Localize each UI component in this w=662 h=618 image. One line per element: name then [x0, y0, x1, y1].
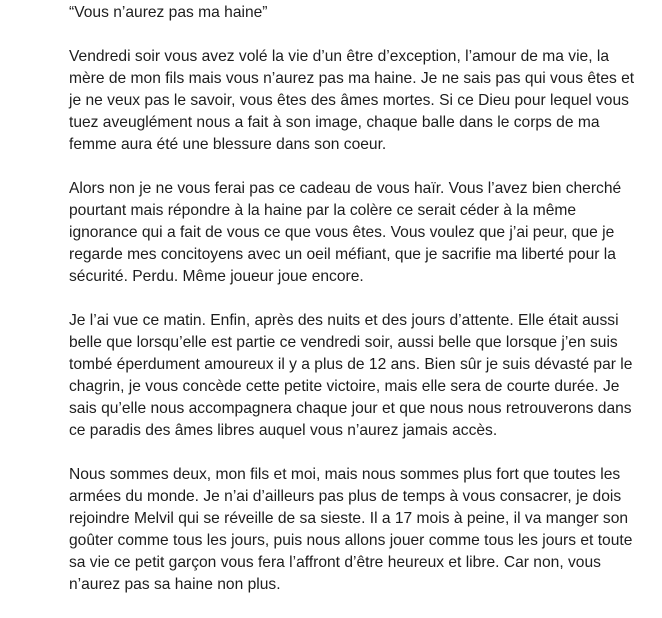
text-line: mère de mon fils mais vous n’aurez pas ma haine. Je ne sais pas qui vous êtes et: [69, 70, 635, 87]
text-line: tombé éperdument amoureux il y a plus de 12 ans. Bien sûr je suis dévasté par le: [69, 356, 633, 373]
text-line: Nous sommes deux, mon fils et moi, mais nous sommes plus fort que toutes les: [69, 466, 621, 483]
text-line: sécurité. Perdu. Même joueur joue encore.: [69, 268, 364, 285]
text-line: Je l’ai vue ce matin. Enfin, après des nuits et des jours d’attente. Elle était aussi: [69, 312, 619, 329]
paragraph-4: [69, 464, 657, 596]
paragraph-1: [69, 46, 657, 156]
document-title: “Vous n’aurez pas ma haine”: [69, 4, 268, 21]
text-line: regarde mes concitoyens avec un oeil méfiant, que je sacrifie ma liberté pour la: [69, 246, 616, 263]
text-line: goûter comme tous les jours, puis nous allons jouer comme tous les jours et toute: [69, 532, 633, 549]
text-line: tuez aveuglément nous a fait à son image, chaque balle dans le corps de ma: [69, 114, 600, 131]
text-line: sa vie ce petit garçon vous fera l’affront d’être heureux et libre. Car non, vous: [69, 554, 601, 571]
text-line: rejoindre Melvil qui se réveille de sa sieste. Il a 17 mois à peine, il va manger son: [69, 510, 629, 527]
text-line: armées du monde. Je n’ai d’ailleurs pas plus de temps à vous consacrer, je dois: [69, 488, 622, 505]
text-line: sais qu’elle nous accompagnera chaque jour et que nous nous retrouverons dans: [69, 400, 632, 417]
text-line: femme aura été une blessure dans son coeur.: [69, 136, 387, 153]
text-line: je ne veux pas le savoir, vous êtes des âmes mortes. Si ce Dieu pour lequel vous: [69, 92, 629, 109]
text-line: Alors non je ne vous ferai pas ce cadeau de vous haïr. Vous l’avez bien cherché: [69, 180, 622, 197]
paragraph-2: [69, 178, 657, 288]
text-line: n’aurez pas sa haine non plus.: [69, 576, 281, 593]
paragraph-3: [69, 310, 657, 442]
text-line: pourtant mais répondre à la haine par la colère ce serait céder à la même: [69, 202, 577, 219]
text-line: ignorance qui a fait de vous ce que vous êtes. Vous voulez que j’ai peur, que je: [69, 224, 615, 241]
text-line: chagrin, je vous concède cette petite victoire, mais elle sera de courte durée. Je: [69, 378, 620, 395]
text-line: Vendredi soir vous avez volé la vie d’un être d’exception, l’amour de ma vie, la: [69, 48, 610, 65]
text-line: ce paradis des âmes libres auquel vous n’aurez jamais accès.: [69, 422, 498, 439]
text-line: belle que lorsqu’elle est partie ce vendredi soir, aussi belle que lorsque j’en suis: [69, 334, 618, 351]
document-body: [69, 2, 657, 618]
